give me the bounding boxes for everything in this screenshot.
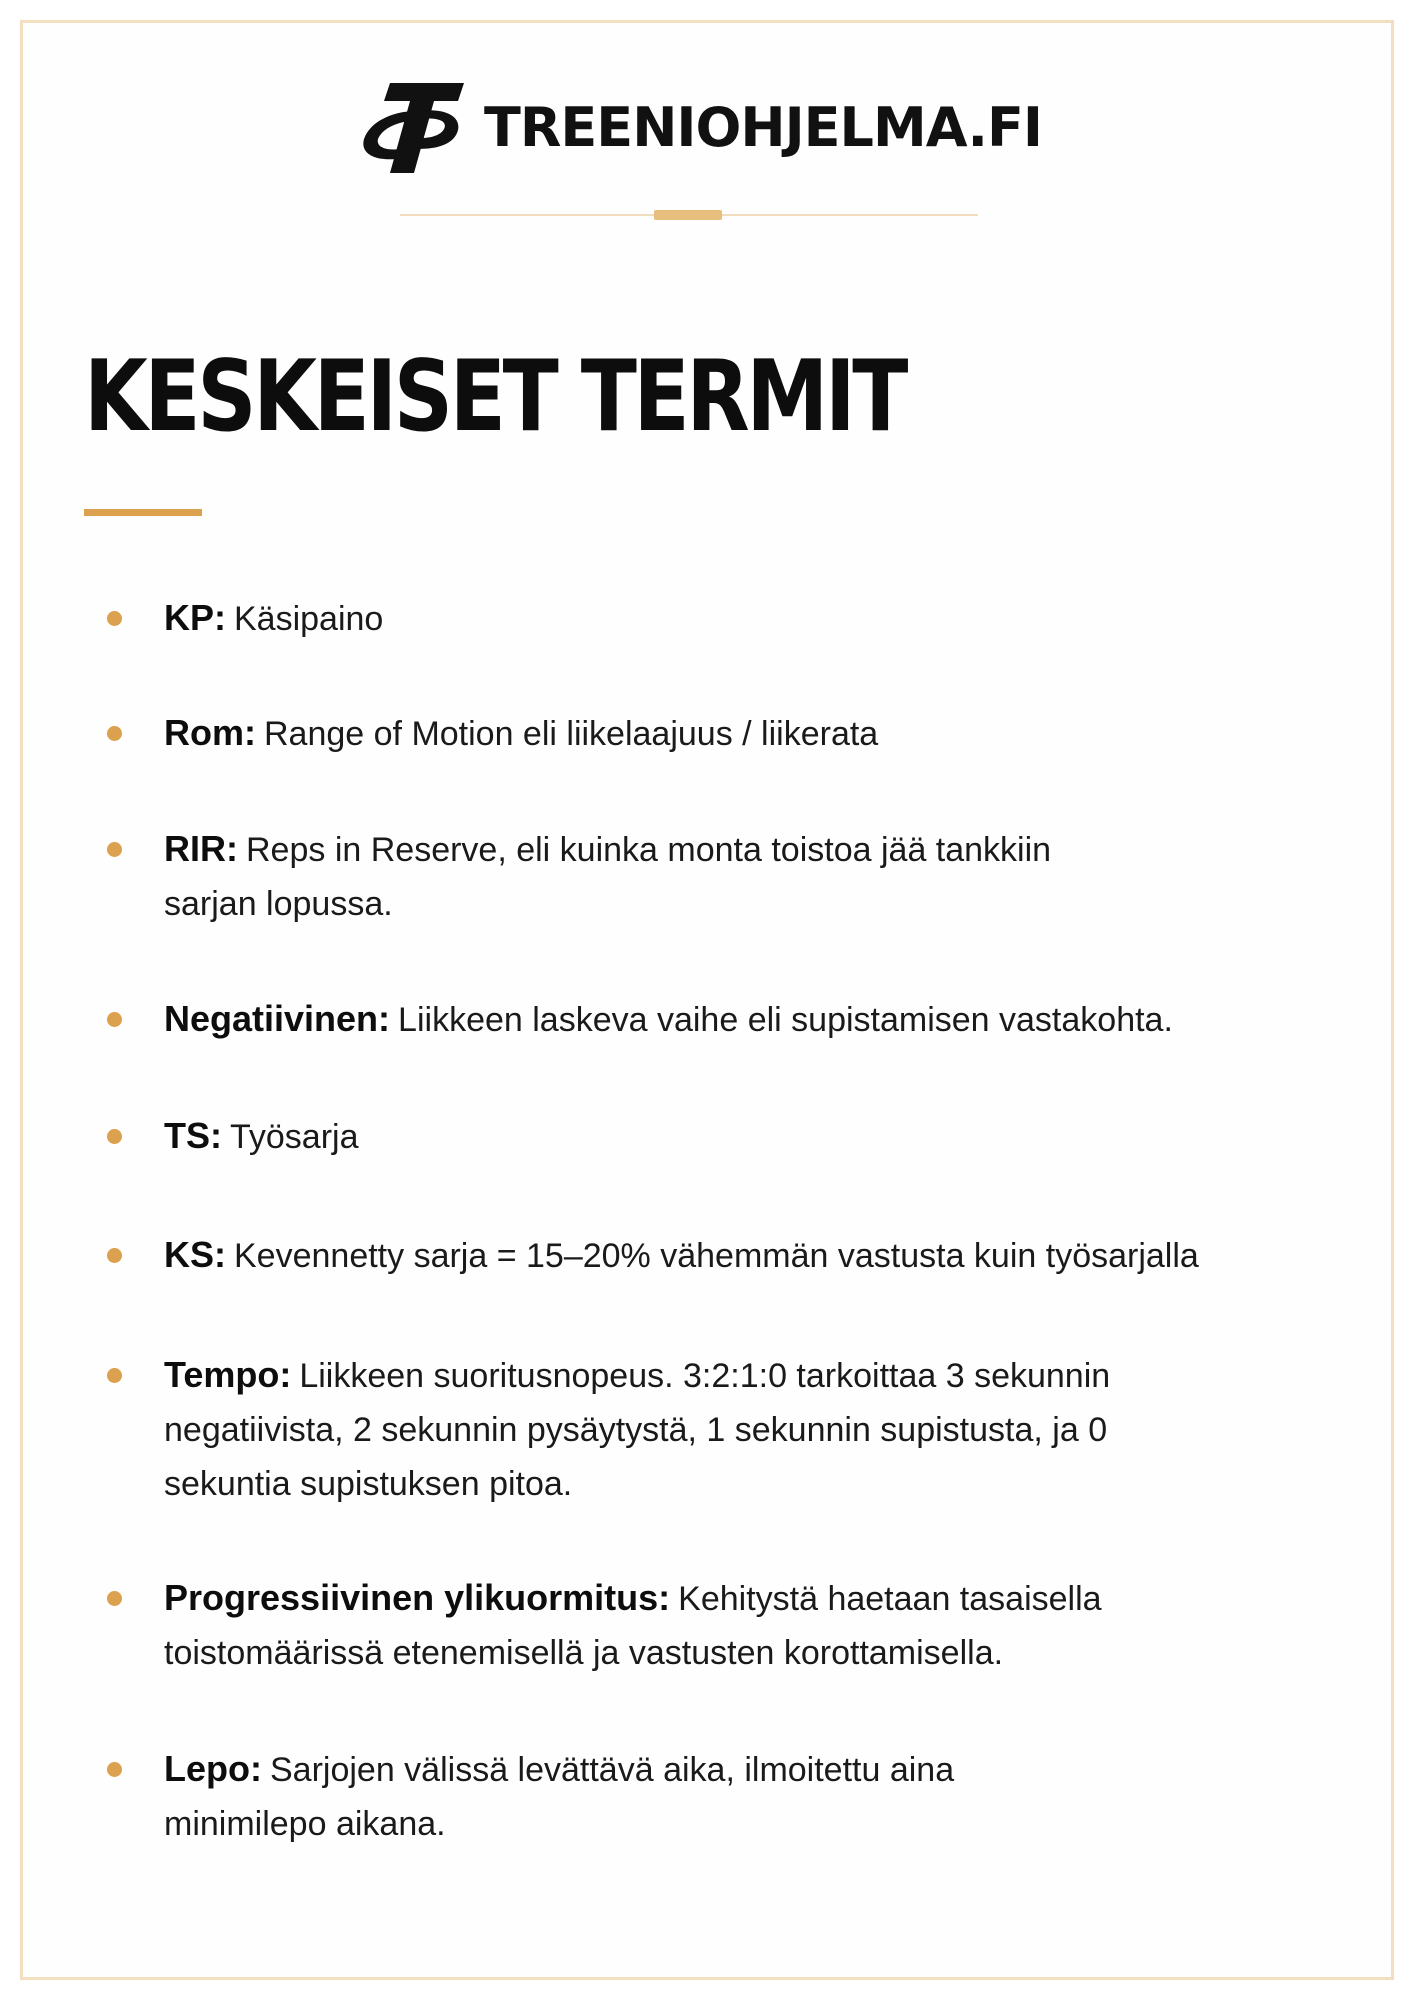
- term-label: KP:: [164, 597, 226, 638]
- bullet-icon: [107, 611, 122, 626]
- term-label: KS:: [164, 1234, 226, 1275]
- term-definition: Sarjojen välissä levättävä aika, ilmoitettu aina minimilepo aikana.: [164, 1751, 955, 1843]
- list-item: [164, 1571, 1164, 1680]
- list-item: [164, 1228, 1274, 1283]
- list-item: [164, 706, 1274, 761]
- divider-accent: [654, 210, 722, 220]
- list-item: [164, 992, 1274, 1047]
- list-item: [164, 1348, 1184, 1511]
- title-underline: [84, 509, 202, 516]
- bullet-icon: [107, 842, 122, 857]
- term-label: Progressiivinen ylikuormitus:: [164, 1577, 671, 1618]
- bullet-icon: [107, 1012, 122, 1027]
- page-title: KESKEISET TERMIT: [84, 340, 906, 454]
- bullet-icon: [107, 1591, 122, 1606]
- term-label: Tempo:: [164, 1354, 292, 1395]
- brand-logo: [360, 72, 1042, 182]
- tp-monogram-icon: [360, 77, 470, 177]
- term-definition: Liikkeen laskeva vaihe eli supistamisen vastakohta.: [398, 1001, 1173, 1039]
- term-definition: Liikkeen suoritusnopeus. 3:2:1:0 tarkoittaa 3 sekunnin negatiivista, 2 sekunnin pysäytystä, 1 sekunnin supistusta, ja 0 sekuntia supistuksen pitoa.: [164, 1357, 1111, 1503]
- term-label: Negatiivinen:: [164, 998, 391, 1039]
- bullet-icon: [107, 1129, 122, 1144]
- term-label: Lepo:: [164, 1748, 262, 1789]
- list-item: [164, 822, 1094, 931]
- term-label: RIR:: [164, 828, 238, 869]
- list-item: [164, 1109, 1274, 1164]
- term-definition: Kevennetty sarja = 15–20% vähemmän vastusta kuin työsarjalla: [234, 1237, 1199, 1275]
- bullet-icon: [107, 1762, 122, 1777]
- header-divider: [400, 210, 978, 220]
- bullet-icon: [107, 1248, 122, 1263]
- brand-name: TREENIOHJELMA.FI: [484, 95, 1042, 159]
- term-label: TS:: [164, 1115, 222, 1156]
- term-definition: Työsarja: [230, 1118, 359, 1156]
- term-definition: Kehitystä haetaan tasaisella toistomäärissä etenemisellä ja vastusten korottamisella.: [164, 1580, 1102, 1672]
- term-definition: Käsipaino: [234, 600, 384, 638]
- term-definition: Reps in Reserve, eli kuinka monta toistoa jää tankkiin sarjan lopussa.: [164, 831, 1052, 923]
- bullet-icon: [107, 1368, 122, 1383]
- term-definition: Range of Motion eli liikelaajuus / liikerata: [264, 715, 879, 753]
- list-item: [164, 1742, 1064, 1851]
- bullet-icon: [107, 726, 122, 741]
- term-label: Rom:: [164, 712, 256, 753]
- list-item: [164, 591, 1274, 646]
